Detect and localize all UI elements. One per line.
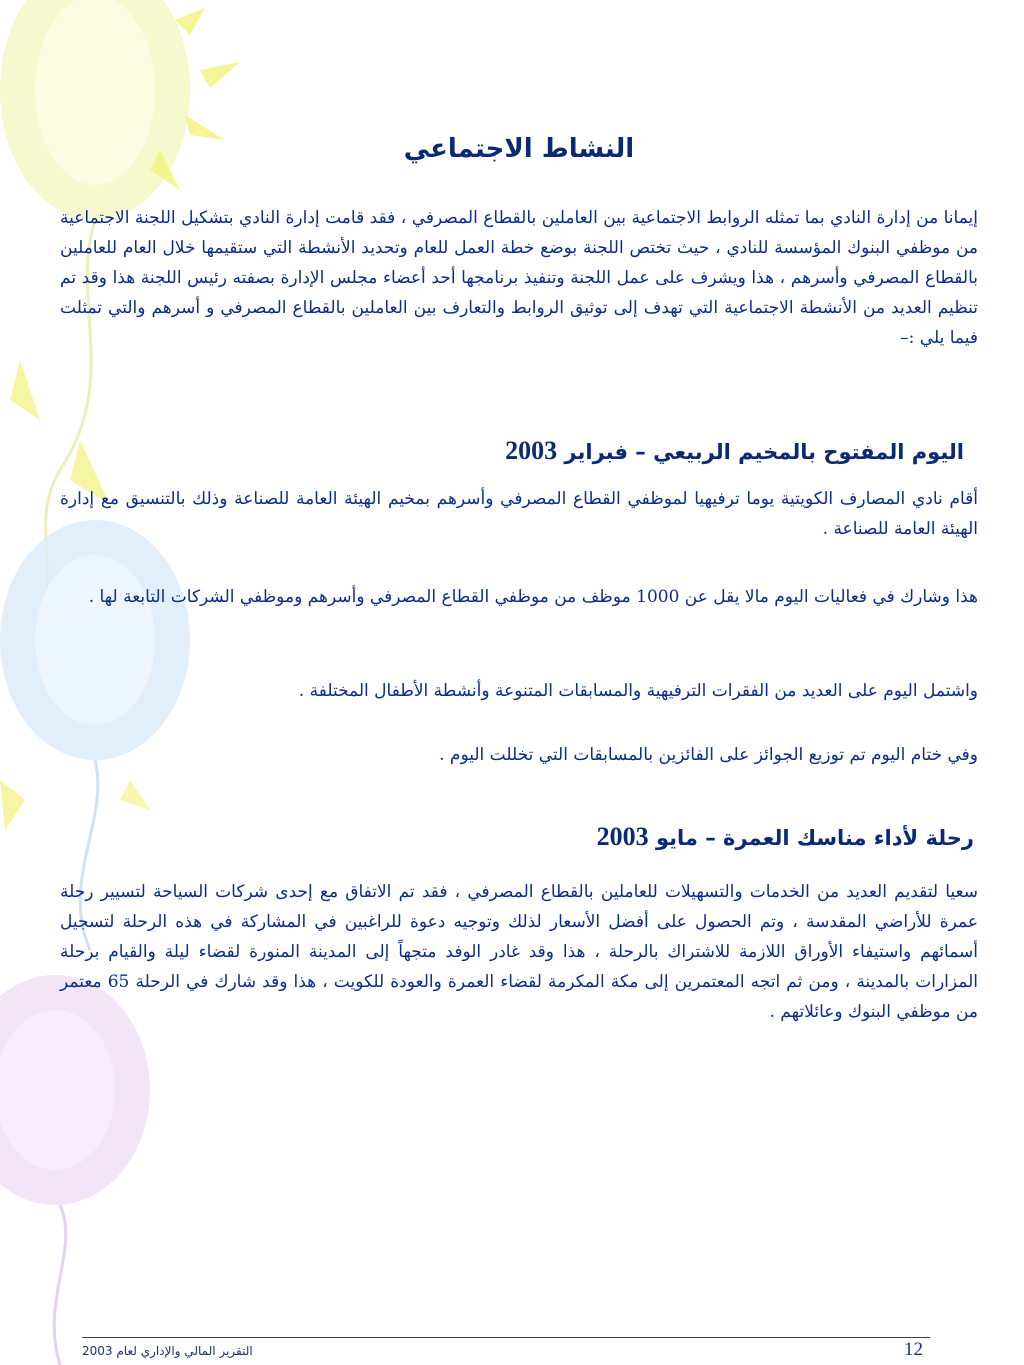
section-paragraph: وفي ختام اليوم تم توزيع الجوائز على الفائزين بالمسابقات التي تخللت اليوم . [439,745,978,765]
section-heading-spring-camp [505,436,964,466]
section-heading-umrah-trip [597,822,974,852]
page-title: النشاط الاجتماعي [403,134,635,164]
section-paragraph: هذا وشارك في فعاليات اليوم مالا يقل عن 1000 موظف من موظفي القطاع المصرفي وأسرهم وموظفي الشركات التابعة لها . [88,587,978,607]
section-paragraph: سعيا لتقديم العديد من الخدمات والتسهيلات للعاملين بالقطاع المصرفي ، فقد تم الاتفاق مع إحدى شركات السياحة لتسيير رحلة عمرة للأراضي المقدسة ، وتم الحصول على أفضل الأسعار لذلك وتوجيه دعوة للراغبين في المشاركة في هذه الرحلة لتسجيل أسمائهم واستيفاء الأوراق اللازمة للاشتراك بالرحلة ، هذا وقد غادر الوفد متجهاً إلى المدينة المنورة لقضاء ليلة والقيام برحلة المزارات بالمدينة ، ومن ثم اتجه المعتمرين إلى مكة المكرمة لقضاء العمرة والعودة للكويت ، هذا وقد شارك في الرحلة 65 معتمر من موظفي البنوك وعائلاتهم . [60,882,978,1022]
footer-report-title: التقرير المالي والإداري لعام 2003 [82,1344,253,1358]
page-number: 12 [904,1339,923,1360]
section-heading-year: 2003 [596,822,649,851]
intro-paragraph: إيمانا من إدارة النادي بما تمثله الروابط الاجتماعية بين العاملين بالقطاع المصرفي ، فقد قامت إدارة النادي بتشكيل اللجنة الاجتماعية من موظفي البنوك المؤسسة للنادي ، حيث تختص اللجنة بوضع خطة العمل للعام وتحديد الأنشطة التي ستقيمها خلال العام للعاملين بالقطاع المصرفي وأسرهم ، هذا ويشرف على عمل اللجنة وتنفيذ برنامجها أحد أعضاء مجلس الإدارة بصفته رئيس اللجنة هذا وقد تم تنظيم العديد من الأنشطة الاجتماعية التي تهدف إلى توثيق الروابط والتعارف بين العاملين بالقطاع المصرفي و أسرهم والتي تمثلت فيما يلي :– [60,208,979,348]
section-heading-text: اليوم المفتوح بالمخيم الربيعي – فبراير [564,440,964,464]
section-paragraph: واشتمل اليوم على العديد من الفقرات الترفيهية والمسابقات المتنوعة وأنشطة الأطفال المختلفة . [298,681,978,701]
section-paragraph: أقام نادي المصارف الكويتية يوما ترفيهيا لموظفي القطاع المصرفي وأسرهم بمخيم الهيئة العامة للصناعة وذلك بالتنسيق مع إدارة الهيئة العامة للصناعة . [60,489,978,539]
section-heading-year: 2003 [505,436,558,465]
purple-balloon-decoration [0,975,150,1365]
section-heading-text: رحلة لأداء مناسك العمرة – مايو [655,826,974,850]
footer-divider [82,1337,930,1338]
